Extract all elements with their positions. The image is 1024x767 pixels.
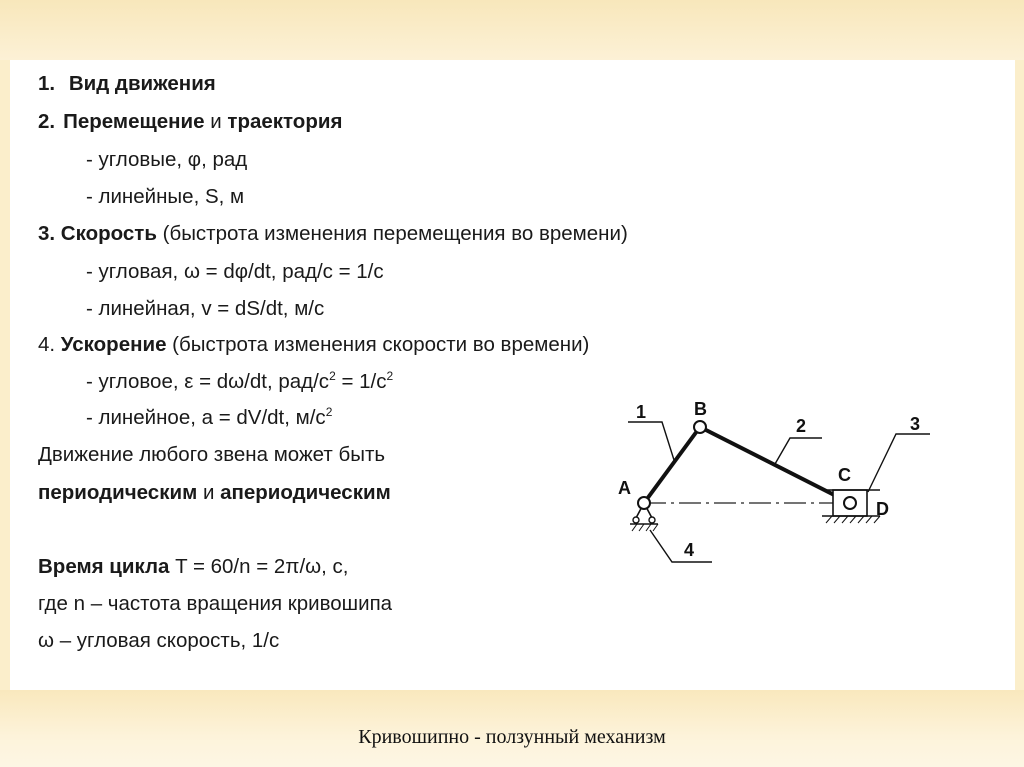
superscript-2: 2	[329, 369, 336, 383]
label-1: 1	[636, 402, 647, 422]
item-2-sub-2: - линейные, S, м	[86, 185, 245, 208]
cycle-time	[38, 555, 348, 579]
item-4-sub-2	[86, 406, 332, 430]
crank-link	[644, 427, 700, 503]
label-a: A	[618, 478, 631, 498]
label-b: B	[694, 399, 707, 419]
motion-line-2	[38, 481, 391, 505]
label-2: 2	[796, 416, 807, 436]
leader-3	[868, 434, 930, 492]
cycle-time-title: Время цикла	[38, 555, 170, 578]
label-c: C	[838, 465, 851, 485]
item-4-number: 4.	[38, 333, 61, 356]
motion-periodic: периодическим	[38, 481, 198, 504]
item-3-sub-2: - линейная, v = dS/dt, м/с	[86, 297, 325, 320]
slide-caption: Кривошипно - ползунный механизм	[358, 726, 666, 748]
item-3-title: Скорость	[60, 222, 157, 245]
leader-2	[775, 438, 822, 464]
motion-conjunction: и	[197, 481, 221, 504]
motion-aperiodic: апериодическим	[220, 481, 391, 504]
item-3-sub-1: - угловая, ω = dφ/dt, рад/с = 1/с	[86, 260, 384, 283]
cycle-time-formula: T = 60/n = 2π/ω, с,	[169, 555, 349, 578]
item-4-sub-1-equals: = 1/с	[335, 370, 387, 393]
where-omega: ω – угловая скорость, 1/с	[38, 629, 280, 652]
leader-1	[628, 422, 674, 460]
support-pin-left	[633, 517, 639, 523]
label-4: 4	[684, 540, 695, 560]
item-1-number: 1.	[38, 72, 56, 95]
support-pin-right	[649, 517, 655, 523]
guide-ground-hatch	[826, 516, 880, 523]
superscript-2: 2	[325, 405, 333, 419]
superscript-2: 2	[386, 369, 394, 383]
joint-c	[844, 497, 856, 509]
item-1-title: Вид движения	[68, 72, 216, 95]
item-4-description: (быстрота изменения скорости во времени)	[166, 333, 590, 356]
label-3: 3	[910, 414, 921, 434]
joint-b	[694, 421, 706, 433]
leader-4	[650, 530, 712, 562]
item-2-sub-1: - угловые, φ, рад	[86, 148, 248, 171]
label-d: D	[876, 499, 889, 519]
where-n: где n – частота вращения кривошипа	[38, 592, 393, 615]
item-4-sub-1	[86, 370, 393, 394]
item-3-number: 3.	[38, 222, 61, 245]
support-ground-hatch	[632, 524, 658, 531]
top-band	[0, 0, 1024, 60]
item-4-sub-2-text: - линейное, a = dV/dt, м/с	[86, 406, 326, 429]
item-2-number: 2.	[38, 110, 56, 133]
item-3	[38, 222, 628, 246]
item-4-title: Ускорение	[60, 333, 167, 356]
item-2	[38, 110, 342, 134]
connecting-rod	[700, 427, 850, 503]
joint-a	[638, 497, 650, 509]
item-3-description: (быстрота изменения перемещения во времени)	[156, 222, 628, 245]
slider-crank-diagram	[600, 390, 960, 580]
item-4	[38, 333, 589, 357]
item-2-term-a: Перемещение	[63, 110, 205, 133]
item-2-term-b: траектория	[227, 110, 343, 133]
item-2-conjunction: и	[204, 110, 228, 133]
item-1	[38, 72, 216, 96]
item-4-sub-1-text: - угловое, ε = dω/dt, рад/с	[86, 370, 330, 393]
motion-line-1: Движение любого звена может быть	[38, 443, 386, 466]
